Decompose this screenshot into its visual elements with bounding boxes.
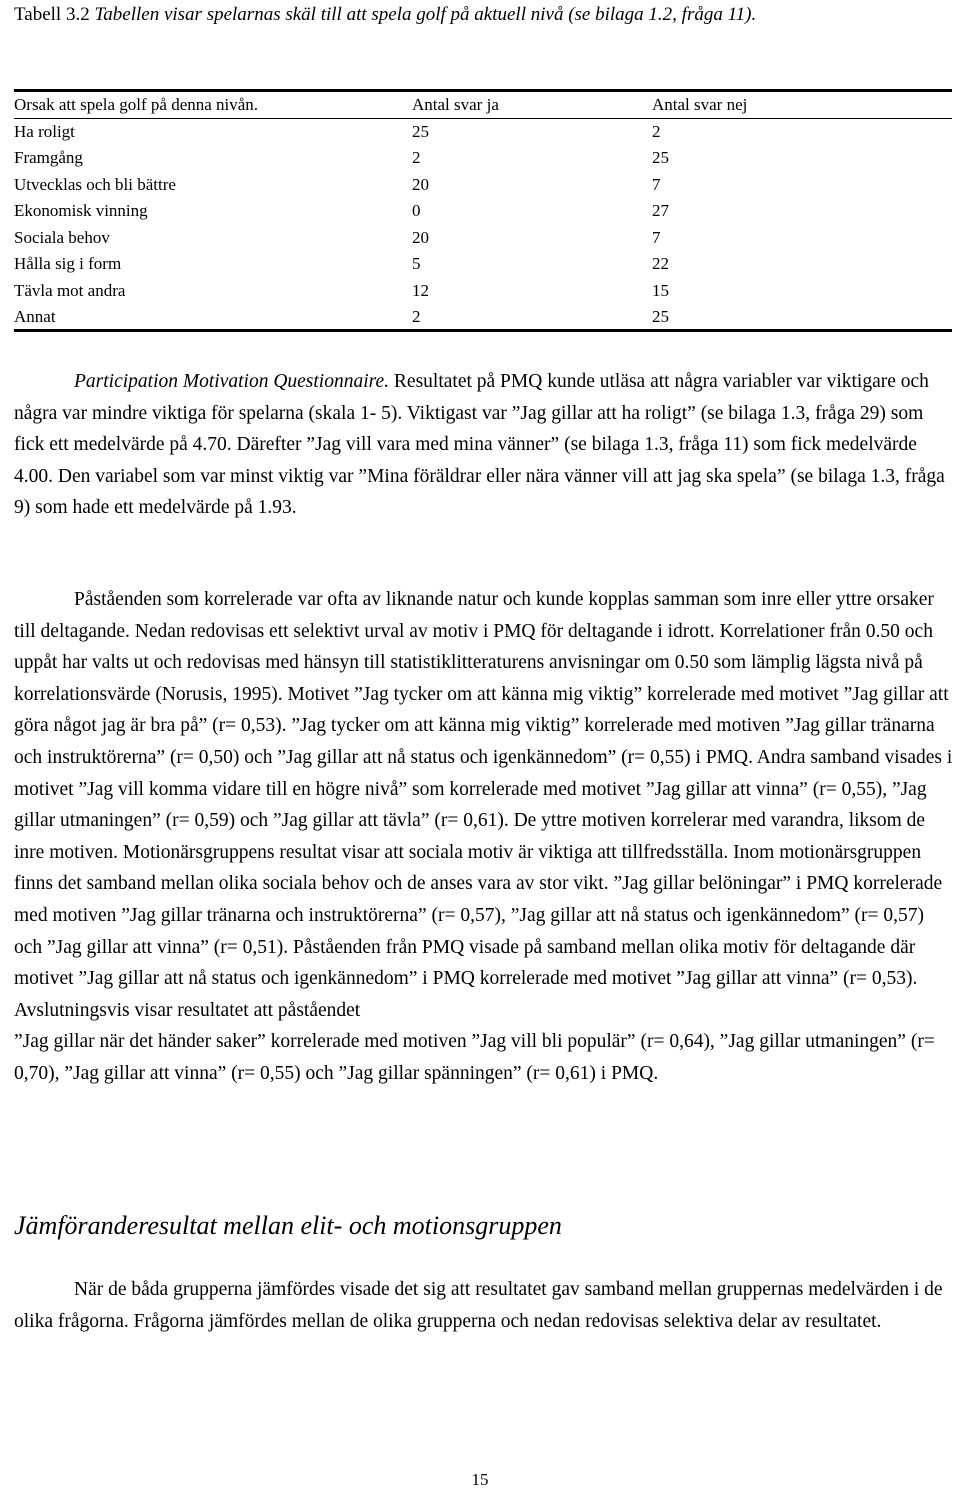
correlations-text-continued: ”Jag gillar när det händer saker” korrelerade med motiven ”Jag vill bli populär” (r= 0,64), ”Jag gillar utmaningen” (r= 0,70), ”Jag gillar att vinna” (r= 0,55) och ”Jag gillar spänningen” (r= 0,61) i PMQ. — [14, 1031, 935, 1084]
yes-count-cell: 2 — [412, 304, 652, 331]
correlations-paragraph — [14, 584, 954, 1090]
no-count-cell: 25 — [652, 148, 669, 168]
table-row — [14, 304, 952, 331]
reason-cell: Ha roligt — [14, 122, 75, 141]
reason-cell: Tävla mot andra — [14, 280, 126, 300]
table-row — [14, 278, 952, 305]
no-count-cell: 2 — [652, 122, 661, 141]
table-row — [14, 251, 952, 278]
no-count-cell: 7 — [652, 227, 661, 247]
yes-count-cell: 25 — [412, 122, 429, 141]
column-header-yes: Antal svar ja — [412, 91, 652, 119]
correlations-text: Påståenden som korrelerade var ofta av liknande natur och kunde kopplas samman som inre eller yttre orsaker till deltagande. Nedan redovisas ett selektivt urval av motiv i PMQ för deltagande i idrott. Korrelationer från 0.50 och uppåt har valts ut och redovisas med hänsyn till statistiklitteraturens anvisningar om 0.50 som lämplig lägsta nivå på korrelationsvärde (Norusis, 1995). Motivet ”Jag tycker om att känna mig viktig” korrelerade med motivet ”Jag gillar att göra något jag är bra på” (r= 0,53). ”Jag tycker om att känna mig viktig” korrelerade med motiven ”Jag gillar tränarna och instruktörerna” (r= 0,50) och ”Jag gillar att nå status och igenkännedom” (r= 0,55) i PMQ. Andra samband visades i motivet ”Jag vill komma vidare till en högre nivå” som korrelerade med motivet ”Jag gillar att vinna” (r= 0,55), ”Jag gillar utmaningen” (r= 0,59) och ”Jag gillar att tävla” (r= 0,61). De yttre motiven korrelerar med varandra, liksom de inre motiven. Motionärsgruppens resultat visar att sociala motiv är viktiga att tillfredsställa. Inom motionärsgruppen finns det samband mellan olika sociala behov och de anses vara av stor vikt. ”Jag gillar belöningar” i PMQ korrelerade med motiven ”Jag gillar tränarna och instruktörerna” (r= 0,57), ”Jag gillar att nå status och igenkännedom” (r= 0,57) och ”Jag gillar att vinna” (r= 0,51). Påståenden från PMQ visade på samband mellan olika motiv för deltagande där motivet ”Jag gillar att nå status och igenkännedom” i PMQ korrelerade med motivet ”Jag gillar att vinna” (r= 0,53). Avslutningsvis visar resultatet att påståendet — [14, 589, 953, 1021]
yes-count-cell: 12 — [412, 280, 429, 300]
section-heading: Jämföranderesultat mellan elit- och motionsgruppen — [14, 1211, 562, 1240]
no-count-cell: 7 — [652, 174, 661, 194]
no-count-cell: 22 — [652, 254, 669, 274]
reason-cell: Framgång — [14, 148, 83, 168]
pmq-paragraph — [14, 366, 954, 524]
page-number: 15 — [471, 1470, 489, 1489]
table-row — [14, 225, 952, 252]
yes-count-cell: 2 — [412, 148, 421, 168]
table-row — [14, 172, 952, 199]
yes-count-cell: 20 — [412, 174, 429, 194]
reason-cell: Hålla sig i form — [14, 254, 122, 274]
reason-cell: Utvecklas och bli bättre — [14, 174, 176, 194]
pmq-text: Resultatet på PMQ kunde utläsa att några variabler var viktigare och några var mindre viktiga för spelarna (skala 1- 5). Viktigast var ”Jag gillar att ha roligt” (se bilaga 1.3, fråga 29) som fick ett medelvärde på 4.70. Därefter ”Jag vill vara med mina vänner” (se bilaga 1.3, fråga 11) som fick medelvärde 4.00. Den variabel som var minst viktig var ”Mina föräldrar eller nära vänner vill att jag ska spela” (se bilaga 1.3, fråga 9) som hade ett medelvärde på 1.93. — [14, 371, 945, 519]
comparison-paragraph — [14, 1274, 954, 1337]
reasons-table — [14, 89, 952, 332]
reason-cell: Sociala behov — [14, 227, 110, 247]
no-count-cell: 15 — [652, 280, 669, 300]
reason-cell: Annat — [14, 304, 412, 331]
reason-cell: Ekonomisk vinning — [14, 201, 148, 221]
yes-count-cell: 0 — [412, 201, 421, 221]
no-count-cell: 27 — [652, 201, 669, 221]
no-count-cell: 25 — [652, 304, 952, 331]
table-row — [14, 145, 952, 172]
comparison-text: När de båda grupperna jämfördes visade det sig att resultatet gav samband mellan gruppernas medelvärden i de olika frågorna. Frågorna jämfördes mellan de olika grupperna och nedan redovisas selektiva delar av resultatet. — [14, 1279, 943, 1332]
yes-count-cell: 5 — [412, 254, 421, 274]
table-header-row — [14, 91, 952, 119]
table-row — [14, 119, 952, 146]
table-caption-text: Tabellen visar spelarnas skäl till att spela golf på aktuell nivå (se bilaga 1.2, fråga 11). — [94, 4, 757, 25]
pmq-title: Participation Motivation Questionnaire. — [74, 371, 390, 392]
table-caption — [14, 0, 934, 30]
table-row — [14, 198, 952, 225]
column-header-no: Antal svar nej — [652, 91, 952, 119]
yes-count-cell: 20 — [412, 227, 429, 247]
table-caption-label: Tabell 3.2 — [14, 4, 95, 25]
column-header-reason: Orsak att spela golf på denna nivån. — [14, 91, 412, 119]
